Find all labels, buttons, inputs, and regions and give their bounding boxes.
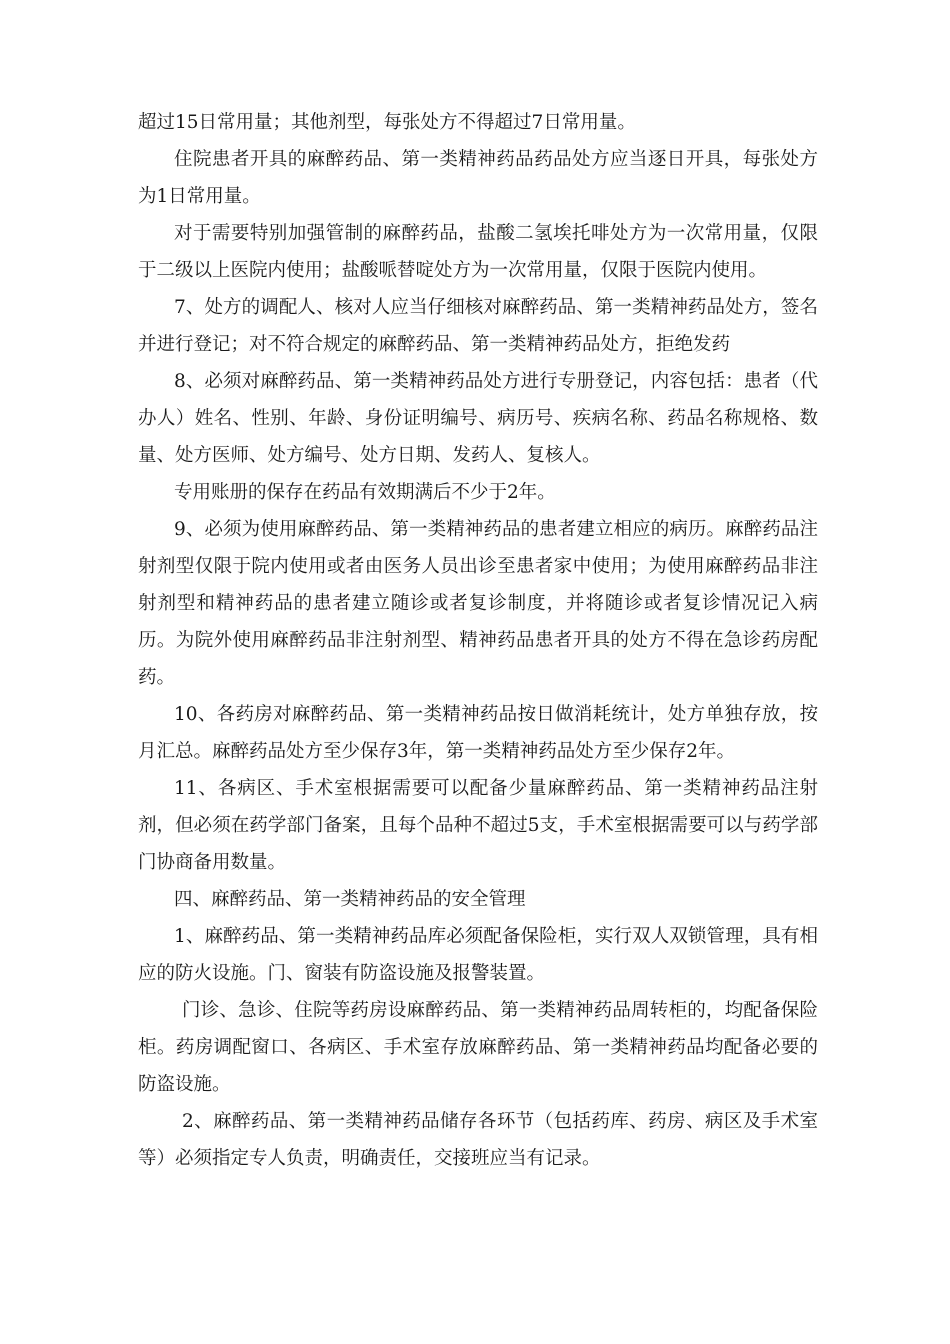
paragraph-item-10: 10、各药房对麻醉药品、第一类精神药品按日做消耗统计，处方单独存放，按月汇总。麻醉药品处方至少保存3年，第一类精神药品处方至少保存2年。 (138, 704, 818, 762)
section-heading-safety: 四、麻醉药品、第一类精神药品的安全管理 (174, 889, 526, 910)
paragraph-ledger-retention: 专用账册的保存在药品有效期满后不少于2年。 (174, 482, 556, 503)
paragraph-safety-1: 1、麻醉药品、第一类精神药品库必须配备保险柜，实行双人双锁管理，具有相应的防火设施。门、窗装有防盗设施及报警装置。 (138, 926, 818, 984)
paragraph-pharmacy-safes: 门诊、急诊、住院等药房设麻醉药品、第一类精神药品周转柜的，均配备保险柜。药房调配窗口、各病区、手术室存放麻醉药品、第一类精神药品均配备必要的防盗设施。 (138, 1000, 818, 1095)
document-body (138, 104, 818, 1177)
paragraph-inpatient-prescription: 住院患者开具的麻醉药品、第一类精神药品药品处方应当逐日开具，每张处方为1日常用量。 (138, 149, 818, 207)
paragraph-safety-2: 2、麻醉药品、第一类精神药品储存各环节（包括药库、药房、病区及手术室等）必须指定专人负责，明确责任，交接班应当有记录。 (138, 1111, 818, 1169)
paragraph-item-9: 9、必须为使用麻醉药品、第一类精神药品的患者建立相应的病历。麻醉药品注射剂型仅限于院内使用或者由医务人员出诊至患者家中使用；为使用麻醉药品非注射剂型和精神药品的患者建立随诊或者复诊制度，并将随诊或者复诊情况记入病历。为院外使用麻醉药品非注射剂型、精神药品患者开具的处方不得在急诊药房配药。 (138, 519, 818, 688)
paragraph-item-7: 7、处方的调配人、核对人应当仔细核对麻醉药品、第一类精神药品处方，签名并进行登记；对不符合规定的麻醉药品、第一类精神药品处方，拒绝发药 (138, 297, 818, 355)
paragraph-special-control: 对于需要特别加强管制的麻醉药品，盐酸二氢埃托啡处方为一次常用量，仅限于二级以上医院内使用；盐酸哌替啶处方为一次常用量，仅限于医院内使用。 (138, 223, 818, 281)
paragraph-item-8: 8、必须对麻醉药品、第一类精神药品处方进行专册登记，内容包括：患者（代办人）姓名、性别、年龄、身份证明编号、病历号、疾病名称、药品名称规格、数量、处方医师、处方编号、处方日期、发药人、复核人。 (138, 371, 818, 466)
paragraph-dosage-limit: 超过15日常用量；其他剂型，每张处方不得超过7日常用量。 (138, 112, 636, 133)
paragraph-item-11: 11、各病区、手术室根据需要可以配备少量麻醉药品、第一类精神药品注射剂，但必须在药学部门备案，且每个品种不超过5支，手术室根据需要可以与药学部门协商备用数量。 (138, 778, 818, 873)
